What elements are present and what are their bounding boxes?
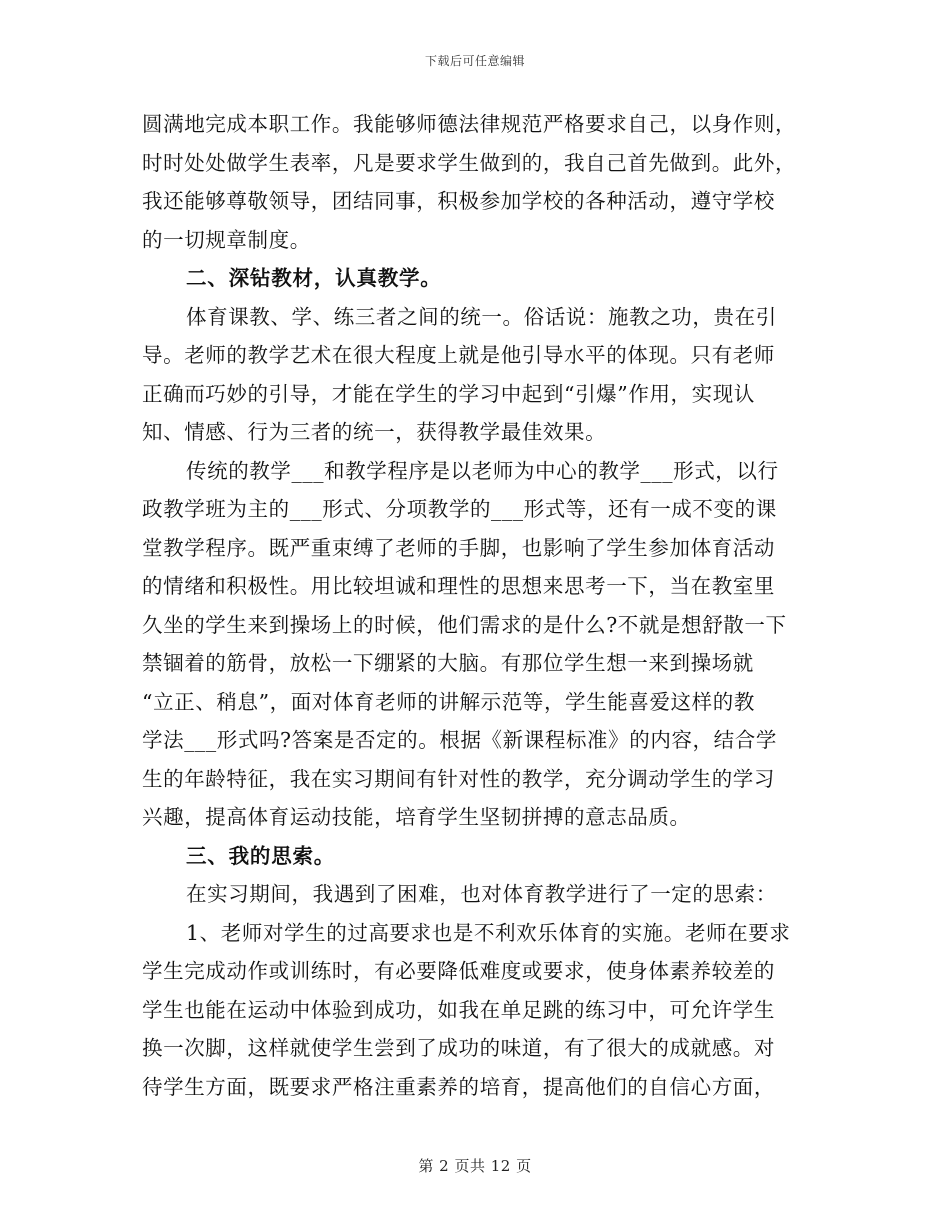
- text-line: 学法___形式吗?答案是否定的。根据《新课程标准》的内容，结合学: [142, 728, 777, 752]
- page-footer: 第 2 页共 12 页: [418, 1157, 532, 1175]
- paragraph-start: 1、老师对学生的过高要求也是不利欢乐体育的实施。老师在要求: [186, 920, 791, 945]
- text-line: 禁锢着的筋骨，放松一下绷紧的大脑。有那位学生想一来到操场就: [142, 651, 754, 675]
- text-line: 知、情感、行为三者的统一，获得教学最佳效果。: [142, 420, 607, 444]
- text-line: 时时处处做学生表率，凡是要求学生做到的，我自己首先做到。此外，: [142, 150, 797, 175]
- text-line: 学生也能在运动中体验到成功，如我在单足跳的练习中，可允许学生: [142, 997, 775, 1022]
- text-line: 学生完成动作或训练时，有必要降低难度或要求，使身体素养较差的: [142, 959, 775, 983]
- text-line: 圆满地完成本职工作。我能够师德法律规范严格要求自己，以身作则，: [142, 112, 797, 136]
- text-line: 待学生方面，既要求严格注重素养的培育，提高他们的自信心方面，: [142, 1074, 775, 1099]
- text-line: 堂教学程序。既严重束缚了老师的手脚，也影响了学生参加体育活动: [142, 535, 775, 560]
- text-line: 久坐的学生来到操场上的时候，他们需求的是什么?不就是想舒散一下: [142, 612, 787, 637]
- text-line: 的情绪和积极性。用比较坦诚和理性的思想来思考一下，当在教室里: [142, 574, 775, 598]
- paragraph-start: 体育课教、学、练三者之间的统一。俗话说：施教之功，贵在引: [186, 304, 777, 329]
- text-line: 我还能够尊敬领导，团结同事，积极参加学校的各种活动，遵守学校: [142, 189, 775, 213]
- page-header: 下载后可任意编辑: [424, 54, 525, 68]
- text-line: “立正、稍息”，面对体育老师的讲解示范等，学生能喜爱这样的教: [142, 689, 755, 714]
- document-body: [142, 105, 808, 1106]
- text-line: 换一次脚，这样就使学生尝到了成功的味道，有了很大的成就感。对: [142, 1036, 775, 1060]
- paragraph-start: 在实习期间，我遇到了困难，也对体育教学进行了一定的思索：: [186, 882, 777, 906]
- text-line: 生的年龄特征，我在实习期间有针对性的教学，充分调动学生的学习: [142, 766, 775, 791]
- text-line: 兴趣，提高体育运动技能，培育学生坚韧拼搏的意志品质。: [142, 805, 691, 829]
- text-line: 导。老师的教学艺术在很大程度上就是他引导水平的体现。只有老师: [142, 343, 775, 367]
- section-heading: 三、我的思索。: [186, 843, 336, 868]
- section-heading: 二、深钻教材，认真教学。: [186, 266, 442, 290]
- text-line: 正确而巧妙的引导，才能在学生的学习中起到“引爆”作用，实现认: [142, 381, 755, 406]
- text-line: 政教学班为主的___形式、分项教学的___形式等，还有一成不变的课: [142, 497, 777, 521]
- text-line: 的一切规章制度。: [142, 227, 311, 252]
- paragraph-start: 传统的教学___和教学程序是以老师为中心的教学___形式，以行: [186, 458, 779, 483]
